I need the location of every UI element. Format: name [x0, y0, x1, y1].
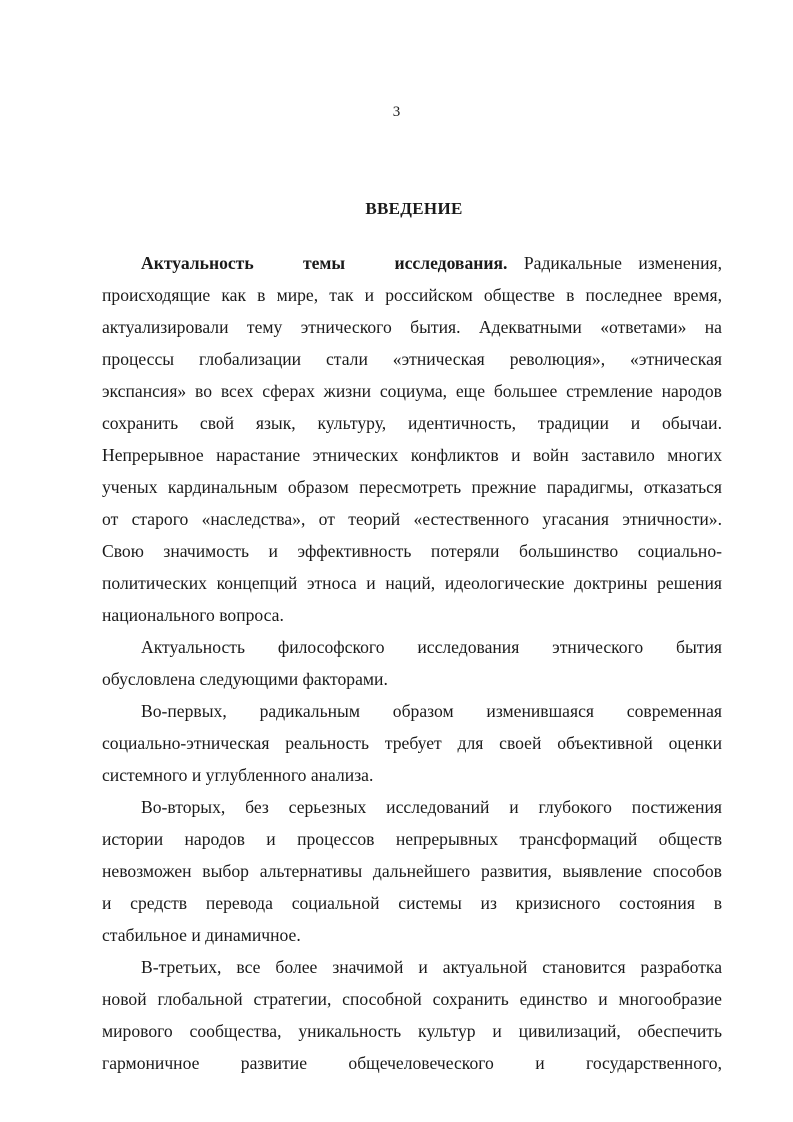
- paragraph-first-factor: [102, 695, 722, 791]
- paragraph-line: ученых кардинальным образом пересмотреть прежние парадигмы, отказаться: [102, 477, 722, 497]
- paragraph-line: Непрерывное нарастание этнических конфликтов и войн заставило многих: [102, 445, 722, 465]
- paragraph-line: системного и углубленного анализа.: [102, 765, 374, 785]
- paragraph-line: обусловлена следующими факторами.: [102, 669, 388, 689]
- paragraph-line: мирового сообщества, уникальность культур и цивилизаций, обеспечить: [102, 1021, 722, 1041]
- paragraph-line: новой глобальной стратегии, способной сохранить единство и многообразие: [102, 989, 722, 1009]
- paragraph-line: Во-первых, радикальным образом изменившаяся современная: [141, 701, 722, 721]
- page-number: 3: [392, 104, 401, 120]
- paragraph-line: и средств перевода социальной системы из кризисного состояния в: [102, 893, 722, 913]
- paragraph-line: Актуальность философского исследования этнического бытия: [141, 637, 722, 657]
- paragraph-line: социально-этническая реальность требует для своей объективной оценки: [102, 733, 722, 753]
- paragraph-line: истории народов и процессов непрерывных трансформаций обществ: [102, 829, 722, 849]
- paragraph-line: Актуальность темы исследования. Радикальные изменения,: [141, 253, 722, 273]
- paragraph-line: процессы глобализации стали «этническая революция», «этническая: [102, 349, 722, 369]
- paragraph-third-factor: [102, 951, 722, 1079]
- relevance-lead-bold: Актуальность темы исследования.: [141, 253, 508, 273]
- paragraph-line: невозможен выбор альтернативы дальнейшего развития, выявление способов: [102, 861, 722, 881]
- paragraph-line: Во-вторых, без серьезных исследований и глубокого постижения: [141, 797, 722, 817]
- paragraph-line: стабильное и динамичное.: [102, 925, 301, 945]
- paragraph-relevance: [102, 247, 722, 631]
- paragraph-line: от старого «наследства», от теорий «естественного угасания этничности».: [102, 509, 722, 529]
- section-heading: ВВЕДЕНИЕ: [365, 199, 463, 218]
- body-text: [102, 247, 722, 1079]
- paragraph-line: гармоничное развитие общечеловеческого и государственного,: [102, 1053, 722, 1073]
- paragraph-line: Свою значимость и эффективность потеряли большинство социально-: [102, 541, 722, 561]
- paragraph-line: В-третьих, все более значимой и актуальной становится разработка: [141, 957, 722, 977]
- paragraph-second-factor: [102, 791, 722, 951]
- paragraph-line: экспансия» во всех сферах жизни социума, еще большее стремление народов: [102, 381, 722, 401]
- paragraph-line: происходящие как в мире, так и российском обществе в последнее время,: [102, 285, 722, 305]
- paragraph-line: национального вопроса.: [102, 605, 284, 625]
- paragraph-line: политических концепций этноса и наций, идеологические доктрины решения: [102, 573, 722, 593]
- paragraph-line: актуализировали тему этнического бытия. Адекватными «ответами» на: [102, 317, 722, 337]
- paragraph-line: сохранить свой язык, культуру, идентичность, традиции и обычаи.: [102, 413, 722, 433]
- paragraph-factors-intro: [102, 631, 722, 695]
